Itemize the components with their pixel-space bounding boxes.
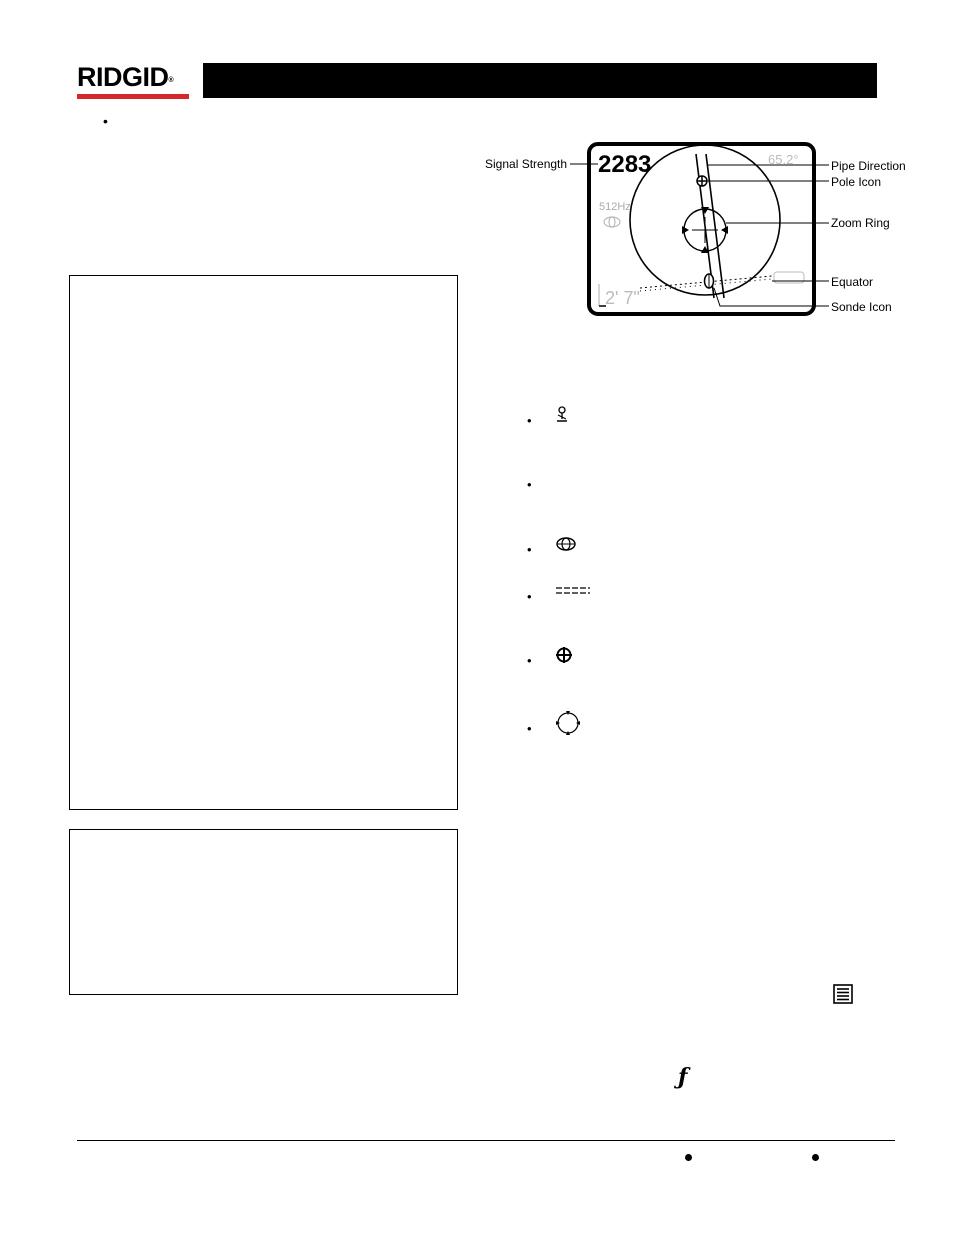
logo-wordmark bbox=[77, 63, 189, 92]
pole-icon bbox=[555, 646, 573, 669]
list-item bbox=[527, 541, 627, 563]
sonde-icon bbox=[555, 535, 577, 558]
top-bullet: • bbox=[103, 113, 108, 129]
callout-pole-icon: Pole Icon bbox=[831, 175, 882, 189]
callout-equator: Equator bbox=[831, 275, 874, 289]
signal-value: 2283 bbox=[598, 151, 652, 178]
sonde-icon-on-screen bbox=[705, 274, 714, 288]
footer-dot-left bbox=[685, 1154, 692, 1161]
pole-icon-on-screen bbox=[697, 176, 707, 186]
frequency-label: 512Hz bbox=[599, 201, 631, 213]
bullet-dot: • bbox=[527, 542, 532, 557]
logo-brand-text: RIDGID bbox=[77, 62, 169, 92]
list-item bbox=[527, 652, 627, 674]
footer-dot-right bbox=[812, 1154, 819, 1161]
callout-sonde-icon: Sonde Icon bbox=[831, 300, 892, 314]
list-item bbox=[527, 412, 627, 434]
menu-list-icon bbox=[833, 984, 853, 1009]
logo-registered-mark: ® bbox=[168, 77, 174, 84]
note-box-main bbox=[69, 275, 458, 810]
bullet-dot: • bbox=[527, 413, 532, 428]
zoom-ring-icon bbox=[555, 710, 581, 741]
bullet-dot: • bbox=[527, 589, 532, 604]
angle-value: 65.2° bbox=[768, 152, 799, 167]
bullet-dot: • bbox=[527, 721, 532, 736]
list-item bbox=[527, 476, 627, 498]
header-bar bbox=[203, 63, 877, 98]
function-glyph: ƒ bbox=[678, 1064, 688, 1090]
callout-signal-strength: Signal Strength bbox=[485, 157, 568, 171]
logo-red-bar bbox=[77, 94, 189, 99]
depth-value: 2' 7" bbox=[605, 288, 640, 308]
note-box-secondary bbox=[69, 829, 458, 995]
bullet-dot: • bbox=[527, 477, 532, 492]
callout-zoom-ring: Zoom Ring bbox=[831, 216, 890, 230]
locator-display-figure bbox=[480, 138, 920, 320]
list-item bbox=[527, 720, 627, 742]
callout-pipe-direction: Pipe Direction bbox=[831, 159, 906, 173]
footer-rule bbox=[77, 1140, 895, 1141]
list-item bbox=[527, 588, 627, 610]
bullet-dot: • bbox=[527, 653, 532, 668]
antenna-icon bbox=[555, 406, 569, 429]
ridgid-logo bbox=[77, 63, 189, 99]
equator-icon bbox=[555, 582, 591, 605]
